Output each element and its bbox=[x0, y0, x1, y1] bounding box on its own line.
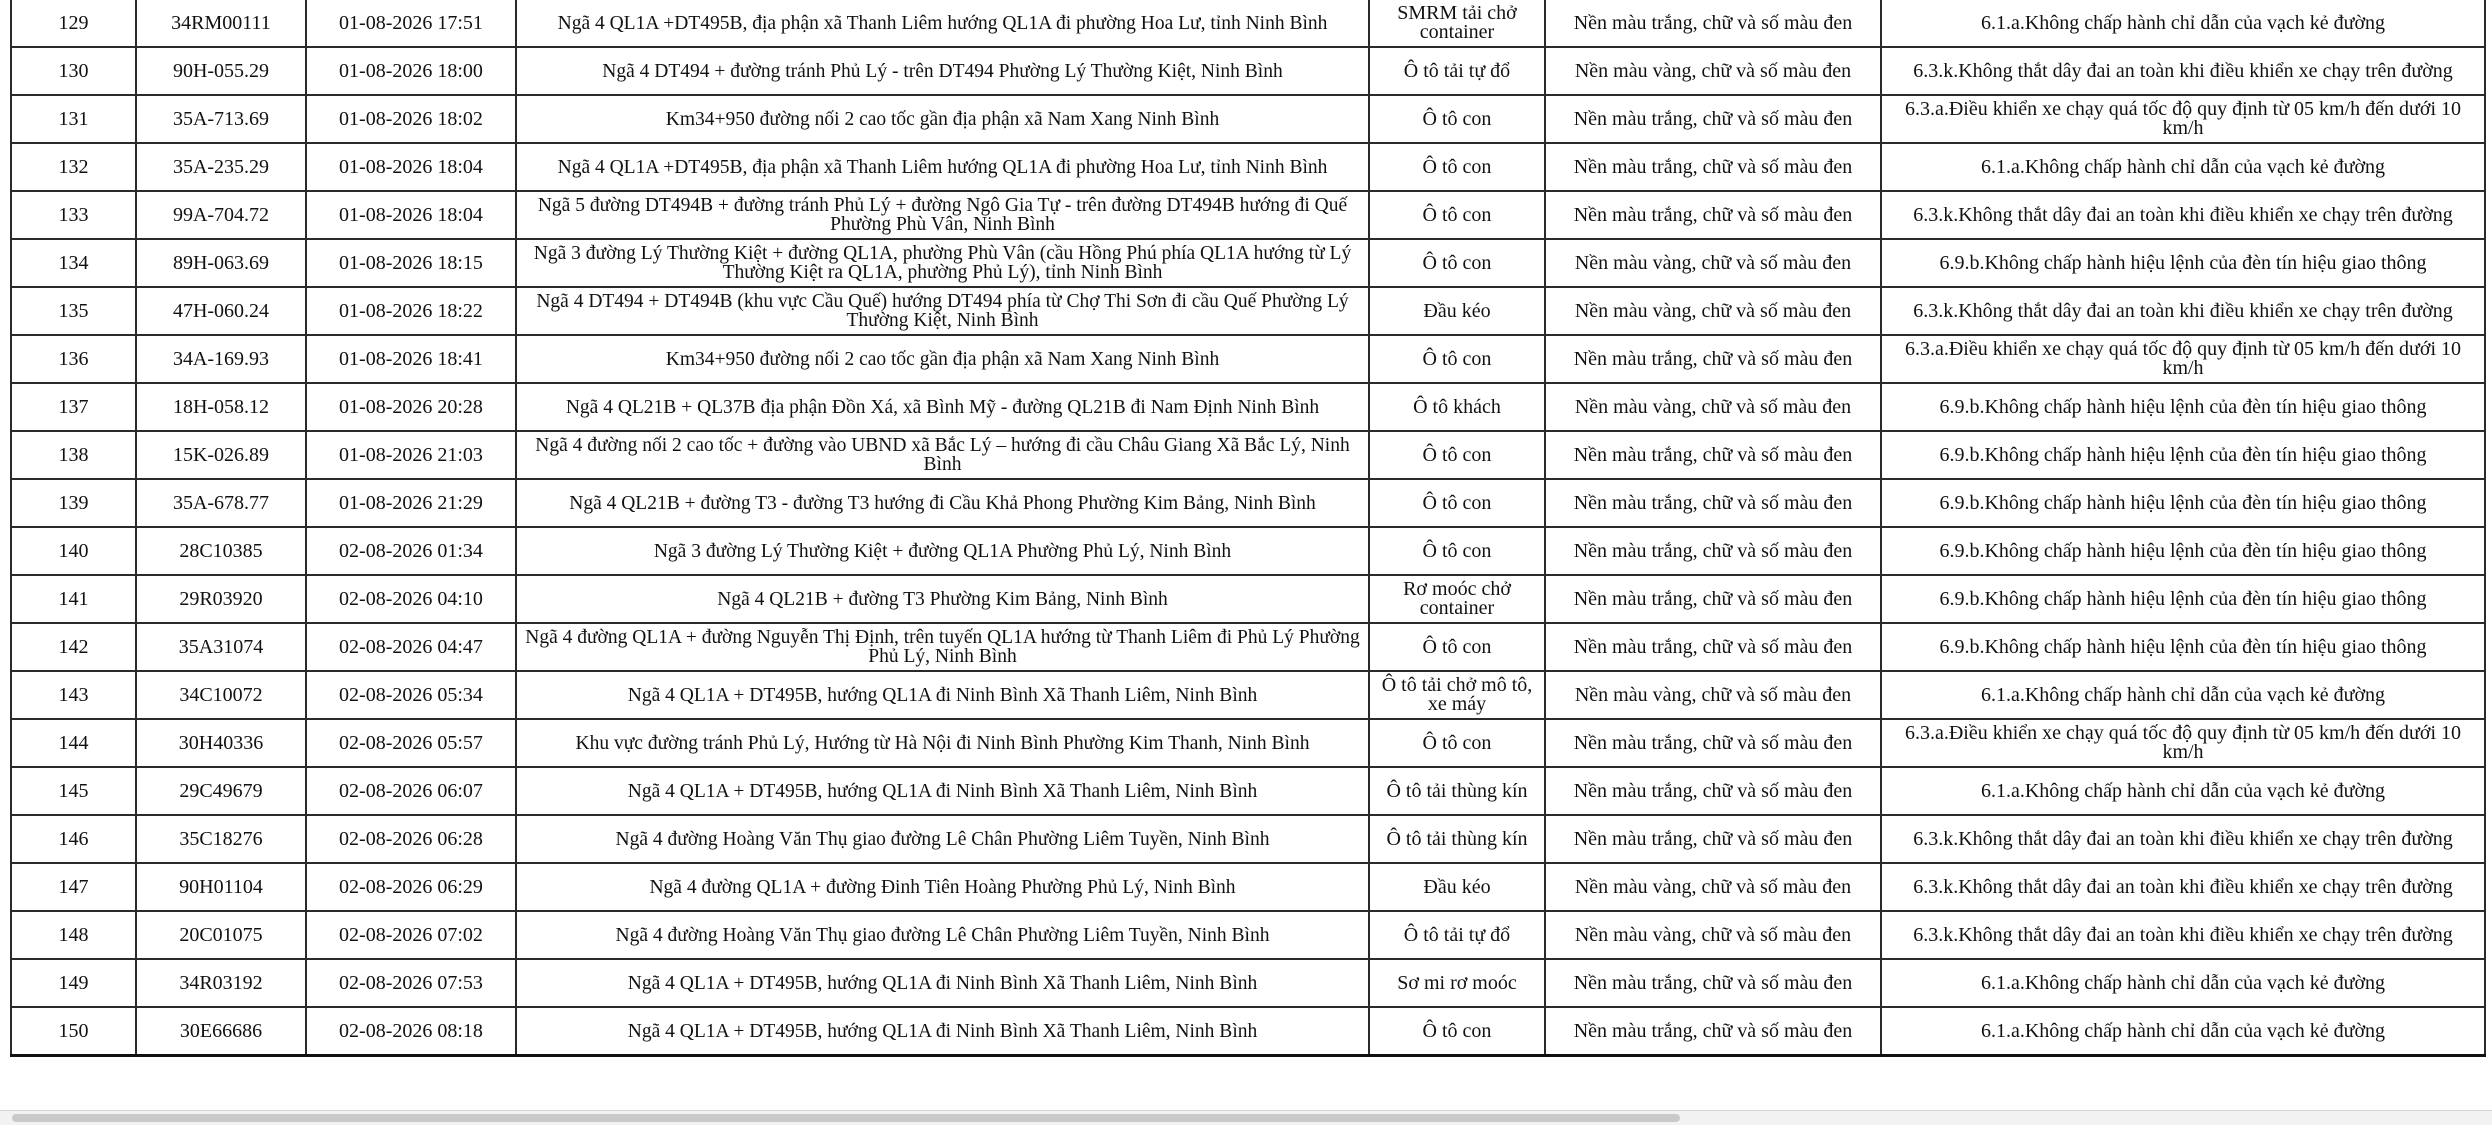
violation-cell[interactable]: 6.9.b.Không chấp hành hiệu lệnh của đèn tín hiệu giao thông bbox=[1881, 239, 2485, 287]
vehicle-type-cell[interactable]: Ô tô con bbox=[1369, 335, 1545, 383]
license-plate-cell[interactable]: 20C01075 bbox=[136, 911, 306, 959]
table-row[interactable] bbox=[11, 575, 2485, 623]
row-number-cell[interactable]: 147 bbox=[11, 863, 136, 911]
license-plate-cell[interactable]: 35A31074 bbox=[136, 623, 306, 671]
location-cell[interactable]: Ngã 4 QL21B + đường T3 - đường T3 hướng đi Cầu Khả Phong Phường Kim Bảng, Ninh Bình bbox=[516, 479, 1369, 527]
license-plate-cell[interactable]: 34A-169.93 bbox=[136, 335, 306, 383]
location-cell[interactable]: Ngã 4 đường Hoàng Văn Thụ giao đường Lê Chân Phường Liêm Tuyền, Ninh Bình bbox=[516, 911, 1369, 959]
location-cell[interactable]: Ngã 4 đường QL1A + đường Đinh Tiên Hoàng Phường Phủ Lý, Ninh Bình bbox=[516, 863, 1369, 911]
plate-color-cell[interactable]: Nền màu trắng, chữ và số màu đen bbox=[1545, 191, 1881, 239]
license-plate-cell[interactable]: 15K-026.89 bbox=[136, 431, 306, 479]
location-cell[interactable]: Ngã 4 DT494 + DT494B (khu vực Cầu Quế) hướng DT494 phía từ Chợ Thi Sơn đi cầu Quế Phường Lý Thường Kiệt, Ninh Bình bbox=[516, 287, 1369, 335]
violation-cell[interactable]: 6.3.a.Điều khiển xe chạy quá tốc độ quy định từ 05 km/h đến dưới 10 km/h bbox=[1881, 719, 2485, 767]
violation-cell[interactable]: 6.3.a.Điều khiển xe chạy quá tốc độ quy định từ 05 km/h đến dưới 10 km/h bbox=[1881, 95, 2485, 143]
plate-color-cell[interactable]: Nền màu trắng, chữ và số màu đen bbox=[1545, 575, 1881, 623]
table-body bbox=[11, 0, 2485, 1056]
license-plate-cell[interactable]: 89H-063.69 bbox=[136, 239, 306, 287]
license-plate-cell[interactable]: 34RM00111 bbox=[136, 0, 306, 47]
location-cell[interactable]: Ngã 4 QL21B + đường T3 Phường Kim Bảng, Ninh Bình bbox=[516, 575, 1369, 623]
location-cell[interactable]: Ngã 4 QL1A + DT495B, hướng QL1A đi Ninh Bình Xã Thanh Liêm, Ninh Bình bbox=[516, 959, 1369, 1007]
row-number-cell[interactable]: 135 bbox=[11, 287, 136, 335]
plate-color-cell[interactable]: Nền màu vàng, chữ và số màu đen bbox=[1545, 287, 1881, 335]
vehicle-type-cell[interactable]: Ô tô tải tự đổ bbox=[1369, 911, 1545, 959]
violation-time-cell[interactable]: 02-08-2026 01:34 bbox=[306, 527, 516, 575]
location-cell[interactable]: Ngã 4 QL1A + DT495B, hướng QL1A đi Ninh Bình Xã Thanh Liêm, Ninh Bình bbox=[516, 767, 1369, 815]
violation-time-cell[interactable]: 02-08-2026 06:28 bbox=[306, 815, 516, 863]
plate-color-cell[interactable]: Nền màu vàng, chữ và số màu đen bbox=[1545, 863, 1881, 911]
vehicle-type-cell[interactable]: Ô tô con bbox=[1369, 479, 1545, 527]
violation-cell[interactable]: 6.9.b.Không chấp hành hiệu lệnh của đèn tín hiệu giao thông bbox=[1881, 383, 2485, 431]
violation-time-cell[interactable]: 01-08-2026 20:28 bbox=[306, 383, 516, 431]
violation-cell[interactable]: 6.1.a.Không chấp hành chỉ dẫn của vạch kẻ đường bbox=[1881, 0, 2485, 47]
table-row[interactable] bbox=[11, 863, 2485, 911]
table-row[interactable] bbox=[11, 479, 2485, 527]
license-plate-cell[interactable]: 35A-235.29 bbox=[136, 143, 306, 191]
violation-cell[interactable]: 6.1.a.Không chấp hành chỉ dẫn của vạch kẻ đường bbox=[1881, 959, 2485, 1007]
row-number-cell[interactable]: 132 bbox=[11, 143, 136, 191]
vehicle-type-cell[interactable]: Ô tô con bbox=[1369, 239, 1545, 287]
violation-time-cell[interactable]: 02-08-2026 07:02 bbox=[306, 911, 516, 959]
license-plate-cell[interactable]: 35A-678.77 bbox=[136, 479, 306, 527]
violation-time-cell[interactable]: 02-08-2026 06:29 bbox=[306, 863, 516, 911]
violations-table bbox=[10, 0, 2486, 1057]
plate-color-cell[interactable]: Nền màu trắng, chữ và số màu đen bbox=[1545, 143, 1881, 191]
plate-color-cell[interactable]: Nền màu trắng, chữ và số màu đen bbox=[1545, 815, 1881, 863]
plate-color-cell[interactable]: Nền màu trắng, chữ và số màu đen bbox=[1545, 0, 1881, 47]
table-row[interactable] bbox=[11, 143, 2485, 191]
vehicle-type-cell[interactable]: Ô tô tải thùng kín bbox=[1369, 815, 1545, 863]
violation-cell[interactable]: 6.9.b.Không chấp hành hiệu lệnh của đèn tín hiệu giao thông bbox=[1881, 431, 2485, 479]
table-row[interactable] bbox=[11, 623, 2485, 671]
vehicle-type-cell[interactable]: Ô tô tải chở mô tô, xe máy bbox=[1369, 671, 1545, 719]
violation-cell[interactable]: 6.1.a.Không chấp hành chỉ dẫn của vạch kẻ đường bbox=[1881, 767, 2485, 815]
license-plate-cell[interactable]: 35A-713.69 bbox=[136, 95, 306, 143]
violation-time-cell[interactable]: 02-08-2026 06:07 bbox=[306, 767, 516, 815]
vehicle-type-cell[interactable]: Ô tô con bbox=[1369, 623, 1545, 671]
location-cell[interactable]: Ngã 4 đường QL1A + đường Nguyễn Thị Định, trên tuyến QL1A hướng từ Thanh Liêm đi Phủ Lý Phường Phủ Lý, Ninh Bình bbox=[516, 623, 1369, 671]
violation-time-cell[interactable]: 01-08-2026 18:04 bbox=[306, 191, 516, 239]
violation-time-cell[interactable]: 01-08-2026 21:29 bbox=[306, 479, 516, 527]
table-row[interactable] bbox=[11, 911, 2485, 959]
row-number-cell[interactable]: 131 bbox=[11, 95, 136, 143]
table-row[interactable] bbox=[11, 335, 2485, 383]
row-number-cell[interactable]: 146 bbox=[11, 815, 136, 863]
table-row[interactable] bbox=[11, 239, 2485, 287]
violation-time-cell[interactable]: 01-08-2026 17:51 bbox=[306, 0, 516, 47]
table-row[interactable] bbox=[11, 767, 2485, 815]
violation-cell[interactable]: 6.3.k.Không thắt dây đai an toàn khi điều khiển xe chạy trên đường bbox=[1881, 191, 2485, 239]
violation-time-cell[interactable]: 02-08-2026 05:57 bbox=[306, 719, 516, 767]
location-cell[interactable]: Ngã 3 đường Lý Thường Kiệt + đường QL1A, phường Phù Vân (cầu Hồng Phú phía QL1A hướng từ Lý Thường Kiệt ra QL1A, phường Phủ Lý), tỉnh Ninh Bình bbox=[516, 239, 1369, 287]
violation-cell[interactable]: 6.9.b.Không chấp hành hiệu lệnh của đèn tín hiệu giao thông bbox=[1881, 623, 2485, 671]
violation-cell[interactable]: 6.9.b.Không chấp hành hiệu lệnh của đèn tín hiệu giao thông bbox=[1881, 479, 2485, 527]
row-number-cell[interactable]: 137 bbox=[11, 383, 136, 431]
violation-time-cell[interactable]: 02-08-2026 05:34 bbox=[306, 671, 516, 719]
location-cell[interactable]: Km34+950 đường nối 2 cao tốc gần địa phận xã Nam Xang Ninh Bình bbox=[516, 95, 1369, 143]
location-cell[interactable]: Ngã 3 đường Lý Thường Kiệt + đường QL1A Phường Phủ Lý, Ninh Bình bbox=[516, 527, 1369, 575]
violation-time-cell[interactable]: 01-08-2026 21:03 bbox=[306, 431, 516, 479]
row-number-cell[interactable]: 136 bbox=[11, 335, 136, 383]
location-cell[interactable]: Ngã 4 DT494 + đường tránh Phủ Lý - trên DT494 Phường Lý Thường Kiệt, Ninh Bình bbox=[516, 47, 1369, 95]
plate-color-cell[interactable]: Nền màu vàng, chữ và số màu đen bbox=[1545, 239, 1881, 287]
plate-color-cell[interactable]: Nền màu trắng, chữ và số màu đen bbox=[1545, 623, 1881, 671]
violation-cell[interactable]: 6.3.k.Không thắt dây đai an toàn khi điều khiển xe chạy trên đường bbox=[1881, 287, 2485, 335]
plate-color-cell[interactable]: Nền màu trắng, chữ và số màu đen bbox=[1545, 959, 1881, 1007]
license-plate-cell[interactable]: 35C18276 bbox=[136, 815, 306, 863]
table-row[interactable] bbox=[11, 671, 2485, 719]
violation-time-cell[interactable]: 01-08-2026 18:02 bbox=[306, 95, 516, 143]
location-cell[interactable]: Khu vực đường tránh Phủ Lý, Hướng từ Hà Nội đi Ninh Bình Phường Kim Thanh, Ninh Bình bbox=[516, 719, 1369, 767]
vehicle-type-cell[interactable]: Sơ mi rơ moóc bbox=[1369, 959, 1545, 1007]
row-number-cell[interactable]: 129 bbox=[11, 0, 136, 47]
violation-time-cell[interactable]: 02-08-2026 07:53 bbox=[306, 959, 516, 1007]
violation-cell[interactable]: 6.1.a.Không chấp hành chỉ dẫn của vạch kẻ đường bbox=[1881, 143, 2485, 191]
vehicle-type-cell[interactable]: Ô tô con bbox=[1369, 431, 1545, 479]
license-plate-cell[interactable]: 30E66686 bbox=[136, 1007, 306, 1056]
table-row[interactable] bbox=[11, 0, 2485, 47]
license-plate-cell[interactable]: 30H40336 bbox=[136, 719, 306, 767]
plate-color-cell[interactable]: Nền màu trắng, chữ và số màu đen bbox=[1545, 767, 1881, 815]
violation-time-cell[interactable]: 01-08-2026 18:22 bbox=[306, 287, 516, 335]
row-number-cell[interactable]: 138 bbox=[11, 431, 136, 479]
row-number-cell[interactable]: 140 bbox=[11, 527, 136, 575]
violation-cell[interactable]: 6.3.k.Không thắt dây đai an toàn khi điều khiển xe chạy trên đường bbox=[1881, 863, 2485, 911]
vehicle-type-cell[interactable]: Ô tô con bbox=[1369, 143, 1545, 191]
plate-color-cell[interactable]: Nền màu vàng, chữ và số màu đen bbox=[1545, 383, 1881, 431]
violation-time-cell[interactable]: 01-08-2026 18:04 bbox=[306, 143, 516, 191]
location-cell[interactable]: Ngã 5 đường DT494B + đường tránh Phủ Lý + đường Ngô Gia Tự - trên đường DT494B hướng đi Quế Phường Phù Vân, Ninh Bình bbox=[516, 191, 1369, 239]
license-plate-cell[interactable]: 28C10385 bbox=[136, 527, 306, 575]
violation-time-cell[interactable]: 02-08-2026 08:18 bbox=[306, 1007, 516, 1056]
license-plate-cell[interactable]: 34R03192 bbox=[136, 959, 306, 1007]
vehicle-type-cell[interactable]: Ô tô con bbox=[1369, 1007, 1545, 1056]
plate-color-cell[interactable]: Nền màu vàng, chữ và số màu đen bbox=[1545, 47, 1881, 95]
row-number-cell[interactable]: 142 bbox=[11, 623, 136, 671]
violation-cell[interactable]: 6.3.k.Không thắt dây đai an toàn khi điều khiển xe chạy trên đường bbox=[1881, 911, 2485, 959]
license-plate-cell[interactable]: 34C10072 bbox=[136, 671, 306, 719]
location-cell[interactable]: Ngã 4 đường Hoàng Văn Thụ giao đường Lê Chân Phường Liêm Tuyền, Ninh Bình bbox=[516, 815, 1369, 863]
row-number-cell[interactable]: 141 bbox=[11, 575, 136, 623]
vehicle-type-cell[interactable]: Ô tô tải tự đổ bbox=[1369, 47, 1545, 95]
table-row[interactable] bbox=[11, 191, 2485, 239]
table-row[interactable] bbox=[11, 1007, 2485, 1056]
violation-cell[interactable]: 6.9.b.Không chấp hành hiệu lệnh của đèn tín hiệu giao thông bbox=[1881, 527, 2485, 575]
plate-color-cell[interactable]: Nền màu vàng, chữ và số màu đen bbox=[1545, 671, 1881, 719]
plate-color-cell[interactable]: Nền màu trắng, chữ và số màu đen bbox=[1545, 431, 1881, 479]
location-cell[interactable]: Ngã 4 QL1A + DT495B, hướng QL1A đi Ninh Bình Xã Thanh Liêm, Ninh Bình bbox=[516, 671, 1369, 719]
plate-color-cell[interactable]: Nền màu trắng, chữ và số màu đen bbox=[1545, 1007, 1881, 1056]
vehicle-type-cell[interactable]: Đầu kéo bbox=[1369, 287, 1545, 335]
horizontal-scrollbar[interactable] bbox=[0, 1110, 2492, 1125]
location-cell[interactable]: Km34+950 đường nối 2 cao tốc gần địa phận xã Nam Xang Ninh Bình bbox=[516, 335, 1369, 383]
plate-color-cell[interactable]: Nền màu trắng, chữ và số màu đen bbox=[1545, 527, 1881, 575]
license-plate-cell[interactable]: 18H-058.12 bbox=[136, 383, 306, 431]
violation-time-cell[interactable]: 01-08-2026 18:15 bbox=[306, 239, 516, 287]
license-plate-cell[interactable]: 99A-704.72 bbox=[136, 191, 306, 239]
license-plate-cell[interactable]: 90H-055.29 bbox=[136, 47, 306, 95]
row-number-cell[interactable]: 133 bbox=[11, 191, 136, 239]
violation-cell[interactable]: 6.1.a.Không chấp hành chỉ dẫn của vạch kẻ đường bbox=[1881, 1007, 2485, 1056]
license-plate-cell[interactable]: 90H01104 bbox=[136, 863, 306, 911]
plate-color-cell[interactable]: Nền màu trắng, chữ và số màu đen bbox=[1545, 335, 1881, 383]
vehicle-type-cell[interactable]: Ô tô khách bbox=[1369, 383, 1545, 431]
vehicle-type-cell[interactable]: Đầu kéo bbox=[1369, 863, 1545, 911]
vehicle-type-cell[interactable]: Ô tô con bbox=[1369, 719, 1545, 767]
row-number-cell[interactable]: 150 bbox=[11, 1007, 136, 1056]
table-row[interactable] bbox=[11, 287, 2485, 335]
row-number-cell[interactable]: 148 bbox=[11, 911, 136, 959]
violation-time-cell[interactable]: 02-08-2026 04:10 bbox=[306, 575, 516, 623]
plate-color-cell[interactable]: Nền màu vàng, chữ và số màu đen bbox=[1545, 911, 1881, 959]
table-row[interactable] bbox=[11, 719, 2485, 767]
table-row[interactable] bbox=[11, 47, 2485, 95]
violation-cell[interactable]: 6.3.k.Không thắt dây đai an toàn khi điều khiển xe chạy trên đường bbox=[1881, 47, 2485, 95]
row-number-cell[interactable]: 145 bbox=[11, 767, 136, 815]
violation-cell[interactable]: 6.3.k.Không thắt dây đai an toàn khi điều khiển xe chạy trên đường bbox=[1881, 815, 2485, 863]
row-number-cell[interactable]: 143 bbox=[11, 671, 136, 719]
vehicle-type-cell[interactable]: Ô tô con bbox=[1369, 191, 1545, 239]
scrollbar-thumb[interactable] bbox=[12, 1114, 1680, 1122]
license-plate-cell[interactable]: 29R03920 bbox=[136, 575, 306, 623]
violation-time-cell[interactable]: 01-08-2026 18:00 bbox=[306, 47, 516, 95]
row-number-cell[interactable]: 149 bbox=[11, 959, 136, 1007]
violation-cell[interactable]: 6.1.a.Không chấp hành chỉ dẫn của vạch kẻ đường bbox=[1881, 671, 2485, 719]
location-cell[interactable]: Ngã 4 QL1A +DT495B, địa phận xã Thanh Liêm hướng QL1A đi phường Hoa Lư, tỉnh Ninh Bình bbox=[516, 143, 1369, 191]
table-row[interactable] bbox=[11, 815, 2485, 863]
plate-color-cell[interactable]: Nền màu trắng, chữ và số màu đen bbox=[1545, 719, 1881, 767]
row-number-cell[interactable]: 134 bbox=[11, 239, 136, 287]
vehicle-type-cell[interactable]: Ô tô con bbox=[1369, 95, 1545, 143]
vehicle-type-cell[interactable]: Ô tô con bbox=[1369, 527, 1545, 575]
plate-color-cell[interactable]: Nền màu trắng, chữ và số màu đen bbox=[1545, 95, 1881, 143]
violation-cell[interactable]: 6.3.a.Điều khiển xe chạy quá tốc độ quy định từ 05 km/h đến dưới 10 km/h bbox=[1881, 335, 2485, 383]
vehicle-type-cell[interactable]: Ô tô tải thùng kín bbox=[1369, 767, 1545, 815]
table-row[interactable] bbox=[11, 383, 2485, 431]
violation-time-cell[interactable]: 02-08-2026 04:47 bbox=[306, 623, 516, 671]
location-cell[interactable]: Ngã 4 QL21B + QL37B địa phận Đồn Xá, xã Bình Mỹ - đường QL21B đi Nam Định Ninh Bình bbox=[516, 383, 1369, 431]
plate-color-cell[interactable]: Nền màu trắng, chữ và số màu đen bbox=[1545, 479, 1881, 527]
vehicle-type-cell[interactable]: SMRM tải chở container bbox=[1369, 0, 1545, 47]
table-row[interactable] bbox=[11, 959, 2485, 1007]
vehicle-type-cell[interactable]: Rơ moóc chở container bbox=[1369, 575, 1545, 623]
violation-time-cell[interactable]: 01-08-2026 18:41 bbox=[306, 335, 516, 383]
license-plate-cell[interactable]: 29C49679 bbox=[136, 767, 306, 815]
location-cell[interactable]: Ngã 4 đường nối 2 cao tốc + đường vào UBND xã Bắc Lý – hướng đi cầu Châu Giang Xã Bắc Lý, Ninh Bình bbox=[516, 431, 1369, 479]
row-number-cell[interactable]: 144 bbox=[11, 719, 136, 767]
table-row[interactable] bbox=[11, 527, 2485, 575]
location-cell[interactable]: Ngã 4 QL1A +DT495B, địa phận xã Thanh Liêm hướng QL1A đi phường Hoa Lư, tỉnh Ninh Bình bbox=[516, 0, 1369, 47]
table-row[interactable] bbox=[11, 431, 2485, 479]
row-number-cell[interactable]: 130 bbox=[11, 47, 136, 95]
row-number-cell[interactable]: 139 bbox=[11, 479, 136, 527]
violation-cell[interactable]: 6.9.b.Không chấp hành hiệu lệnh của đèn tín hiệu giao thông bbox=[1881, 575, 2485, 623]
table-row[interactable] bbox=[11, 95, 2485, 143]
location-cell[interactable]: Ngã 4 QL1A + DT495B, hướng QL1A đi Ninh Bình Xã Thanh Liêm, Ninh Bình bbox=[516, 1007, 1369, 1056]
license-plate-cell[interactable]: 47H-060.24 bbox=[136, 287, 306, 335]
